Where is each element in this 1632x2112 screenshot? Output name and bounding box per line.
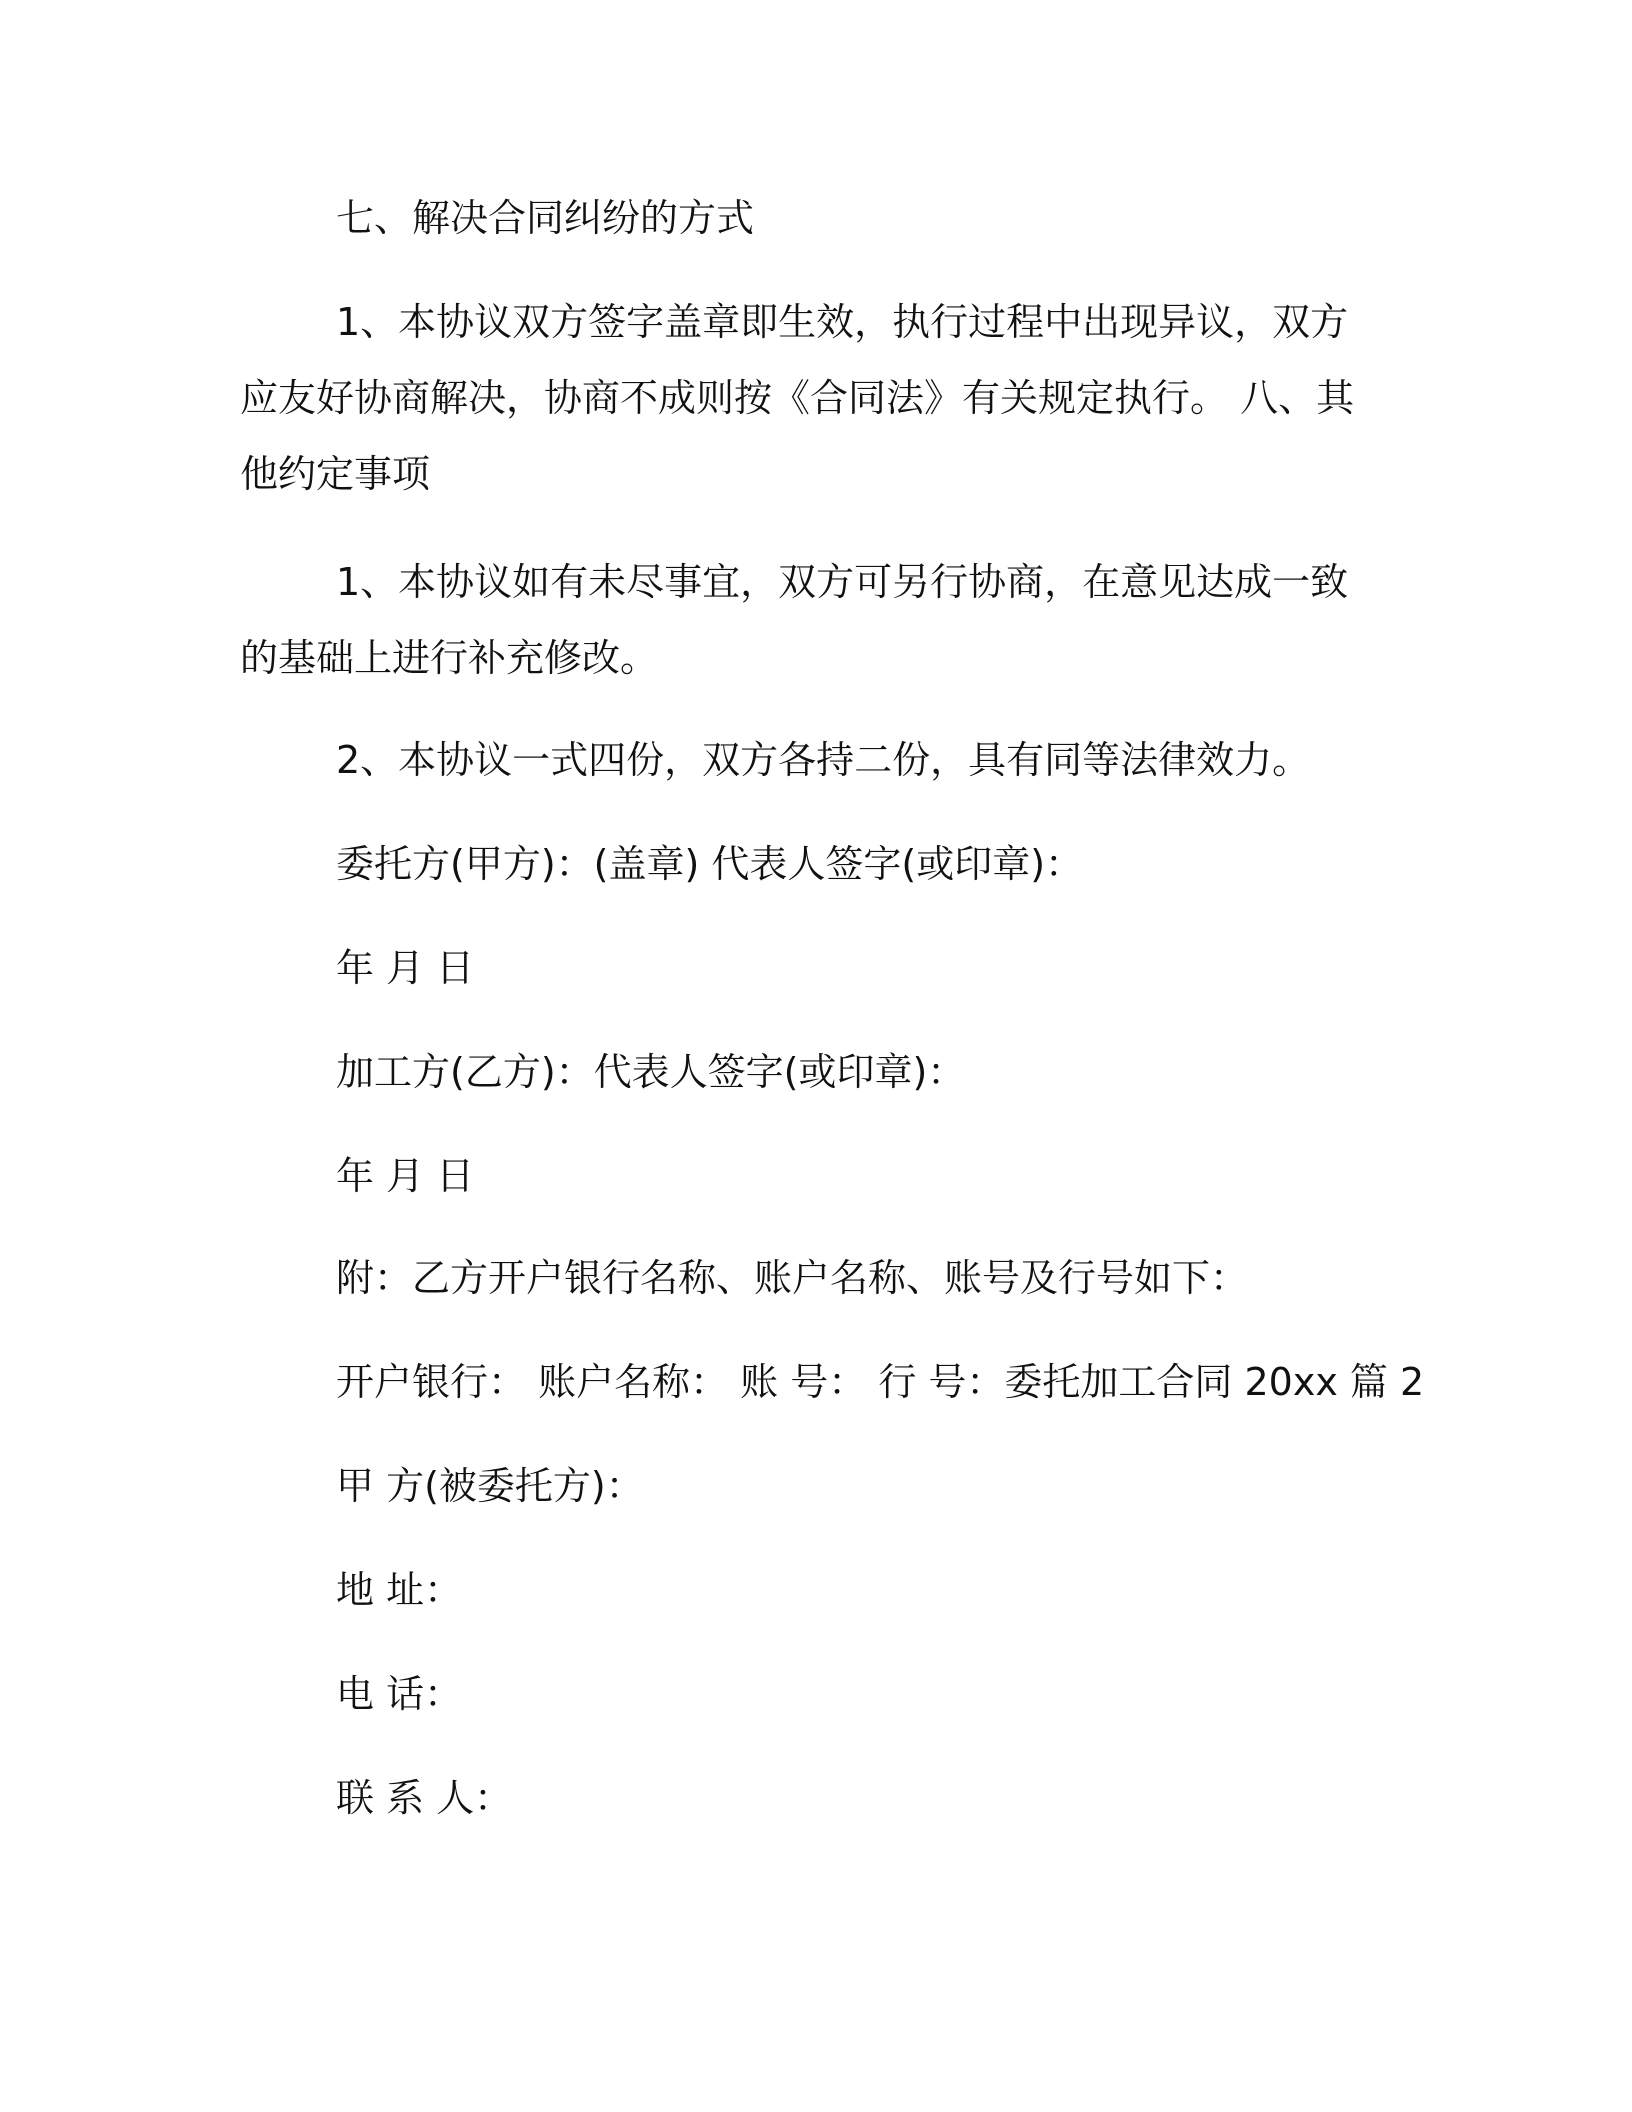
contact-person-label: 联 系 人： [336, 1776, 513, 1820]
address-label: 地 址： [336, 1568, 463, 1612]
party-b-signature-line: 加工方(乙方)：代表人签字(或印章)： [336, 1050, 966, 1094]
section-heading-dispute-resolution: 七、解决合同纠纷的方式 [336, 196, 755, 240]
paragraph-copies: 2、本协议一式四份，双方各持二份，具有同等法律效力。 [336, 738, 1311, 782]
appendix-bank-info-heading: 附：乙方开户银行名称、账户名称、账号及行号如下： [336, 1256, 1249, 1300]
paragraph-effectiveness-and-disputes: 1、本协议双方签字盖章即生效，执行过程中出现异议，双方应友好协商解决，协商不成则按《合同法》有关规定执行。 八、其他约定事项 [240, 300, 1355, 496]
bank-account-line: 开户银行： 账户名称： 账 号： 行 号：委托加工合同 20xx 篇 2 [336, 1360, 1425, 1404]
phone-label: 电 话： [336, 1672, 463, 1716]
date-line-party-a: 年 月 日 [336, 946, 475, 990]
party-a-label: 甲 方(被委托方)： [336, 1464, 644, 1508]
party-a-signature-line: 委托方(甲方)：(盖章) 代表人签字(或印章)： [336, 842, 1084, 886]
paragraph-supplementary-matters: 1、本协议如有未尽事宜，双方可另行协商，在意见达成一致的基础上进行补充修改。 [240, 560, 1349, 680]
date-line-party-b: 年 月 日 [336, 1154, 475, 1198]
